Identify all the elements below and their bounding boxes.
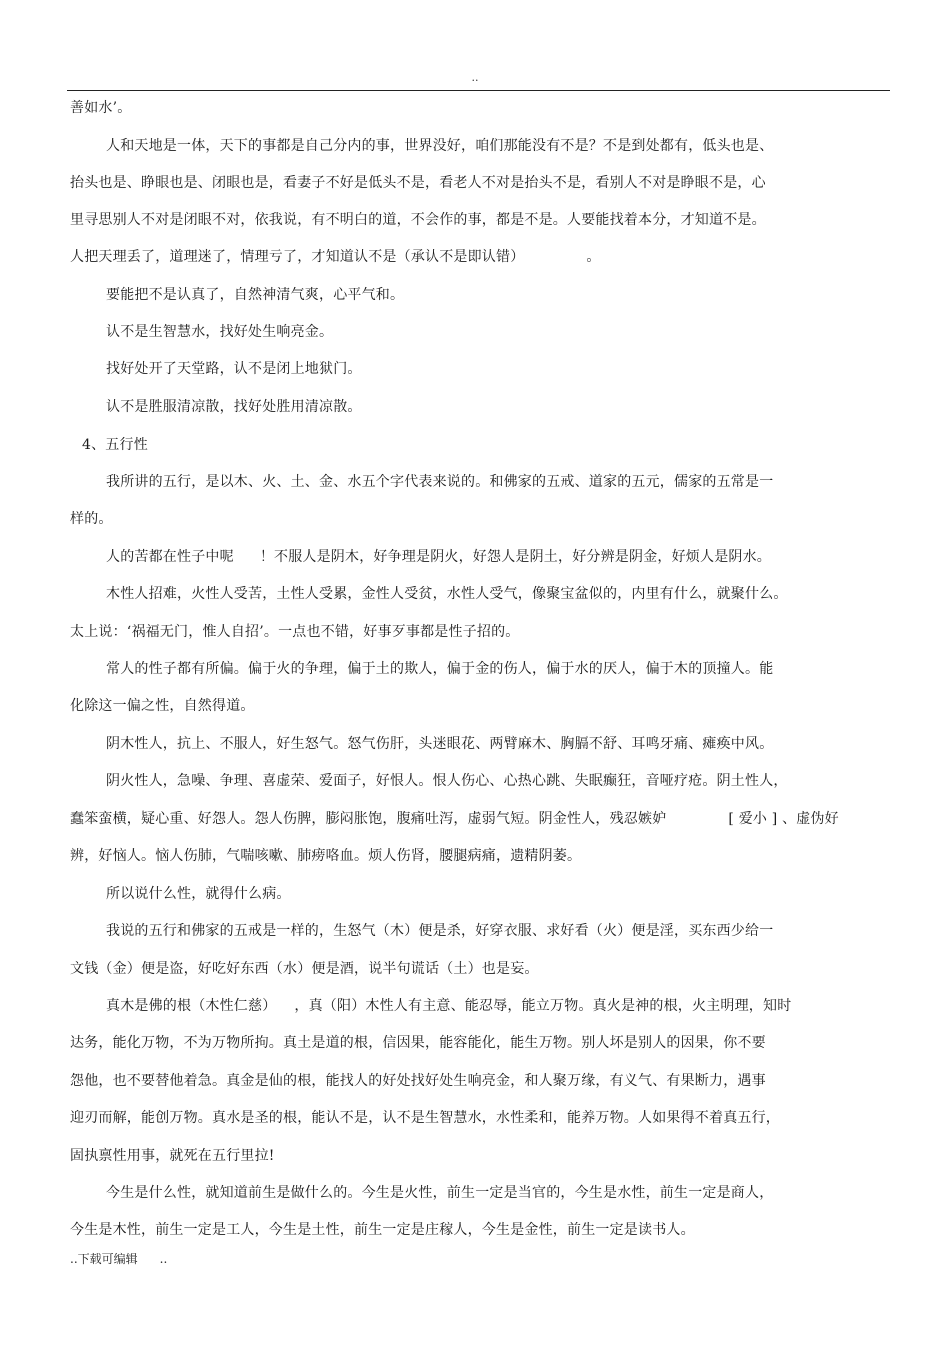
paragraph-line: 我所讲的五行，是以木、火、土、金、水五个字代表来说的。和佛家的五戒、道家的五元，儒家的五常是一 — [106, 474, 774, 490]
text-segment: 蠢笨蛮横，疑心重、好怨人。怨人伤脾，膨闷胀饱，腹痛吐泻，虚弱气短。阴金性人，残忍嫉妒 — [70, 811, 667, 827]
paragraph-line — [70, 248, 601, 266]
text-segment: 人的苦都在性子中呢 — [106, 549, 234, 565]
paragraph-line: 木性人招难，火性人受苦，土性人受累，金性人受贫，水性人受气，像聚宝盆似的，内里有什么，就聚什么。 — [106, 586, 788, 602]
paragraph-line — [106, 548, 771, 566]
paragraph-line: 要能把不是认真了，自然神清气爽，心平气和。 — [106, 287, 405, 303]
paragraph-line: 化除这一偏之性，自然得道。 — [70, 698, 255, 714]
paragraph-line: 善如水’。 — [70, 100, 132, 116]
text-segment: 真木是佛的根（木性仁慈） — [106, 998, 277, 1014]
paragraph-line: 辨，好恼人。恼人伤肺，气喘咳嗽、肺痨咯血。烦人伤肾，腰腿病痛，遗精阴萎。 — [70, 848, 582, 864]
text-segment: ，真（阳）木性人有主意、能忍辱，能立万物。真火是神的根，火主明理，知时 — [294, 998, 792, 1014]
paragraph-line: 样的。 — [70, 511, 113, 527]
paragraph-line: 今生是什么性，就知道前生是做什么的。今生是火性，前生一定是当官的，今生是水性，前生一定是商人， — [106, 1185, 774, 1201]
paragraph-line: 今生是木性，前生一定是工人，今生是土性，前生一定是庄稼人，今生是金性，前生一定是读书人。 — [70, 1222, 695, 1238]
header-mark: .. — [471, 71, 479, 84]
paragraph-line: 所以说什么性，就得什么病。 — [106, 886, 291, 902]
paragraph-line: 怨他，也不要替他着急。真金是仙的根，能找人的好处找好处生响亮金，和人聚万缘，有义气、有果断力，遇事 — [70, 1073, 766, 1089]
text-segment: 人把天理丢了，道理迷了，情理亏了，才知道认不是（承认不是即认错） — [70, 249, 525, 265]
footer-text: ..下载可编辑 — [70, 1252, 138, 1266]
paragraph-line: 找好处开了天堂路，认不是闭上地狱门。 — [106, 361, 362, 377]
header-rule — [67, 90, 890, 91]
paragraph-line: 我说的五行和佛家的五戒是一样的，生怒气（木）便是杀，好穿衣服、求好看（火）便是淫，买东西少给一 — [106, 923, 774, 939]
section-heading: 4、五行性 — [82, 437, 148, 453]
paragraph-line: 太上说：‘祸福无门，惟人自招’。一点也不错，好事歹事都是性子招的。 — [70, 624, 520, 640]
paragraph-line — [106, 997, 791, 1015]
text-segment: 。 — [586, 249, 601, 265]
paragraph-line: 迎刃而解，能创万物。真水是圣的根，能认不是，认不是生智慧水，水性柔和，能养万物。人如果得不着真五行， — [70, 1110, 780, 1126]
paragraph-line: 阴火性人，急噪、争理、喜虚荣、爱面子，好恨人。恨人伤心、心热心跳、失眠癫狂，音哑疗疮。阴土性人， — [106, 773, 788, 789]
paragraph-line: 阴木性人，抗上、不服人，好生怒气。怒气伤肝，头迷眼花、两臂麻木、胸膈不舒、耳鸣牙痛、瘫痪中风。 — [106, 736, 774, 752]
text-segment: [ 爱小 ] 、虚伪好 — [728, 811, 839, 827]
page-footer — [70, 1252, 167, 1266]
text-segment: ！不服人是阴木，好争理是阴火，好怨人是阴土，好分辨是阴金，好烦人是阴水。 — [259, 549, 772, 565]
paragraph-line: 抬头也是、睁眼也是、闭眼也是，看妻子不好是低头不是，看老人不对是抬头不是，看别人不对是睁眼不是，心 — [70, 175, 766, 191]
footer-dots: .. — [159, 1252, 168, 1266]
paragraph-line: 固执禀性用事，就死在五行里拉! — [70, 1148, 275, 1164]
paragraph-line — [70, 810, 839, 828]
paragraph-line: 认不是生智慧水，找好处生响亮金。 — [106, 324, 334, 340]
paragraph-line: 达务，能化万物，不为万物所拘。真土是道的根，信因果，能容能化，能生万物。别人坏是别人的因果，你不要 — [70, 1035, 766, 1051]
paragraph-line: 人和天地是一体，天下的事都是自己分内的事，世界没好，咱们那能没有不是？不是到处都有，低头也是、 — [106, 138, 774, 154]
paragraph-line: 里寻思别人不对是闭眼不对，依我说，有不明白的道，不会作的事，都是不是。人要能找着本分，才知道不是。 — [70, 212, 766, 228]
paragraph-line: 文钱（金）便是盗，好吃好东西（水）便是酒，说半句谎话（土）也是妄。 — [70, 961, 539, 977]
paragraph-line: 常人的性子都有所偏。偏于火的争理，偏于土的欺人，偏于金的伤人，偏于水的厌人，偏于木的顶撞人。能 — [106, 661, 774, 677]
paragraph-line: 认不是胜服清凉散，找好处胜用清凉散。 — [106, 399, 362, 415]
